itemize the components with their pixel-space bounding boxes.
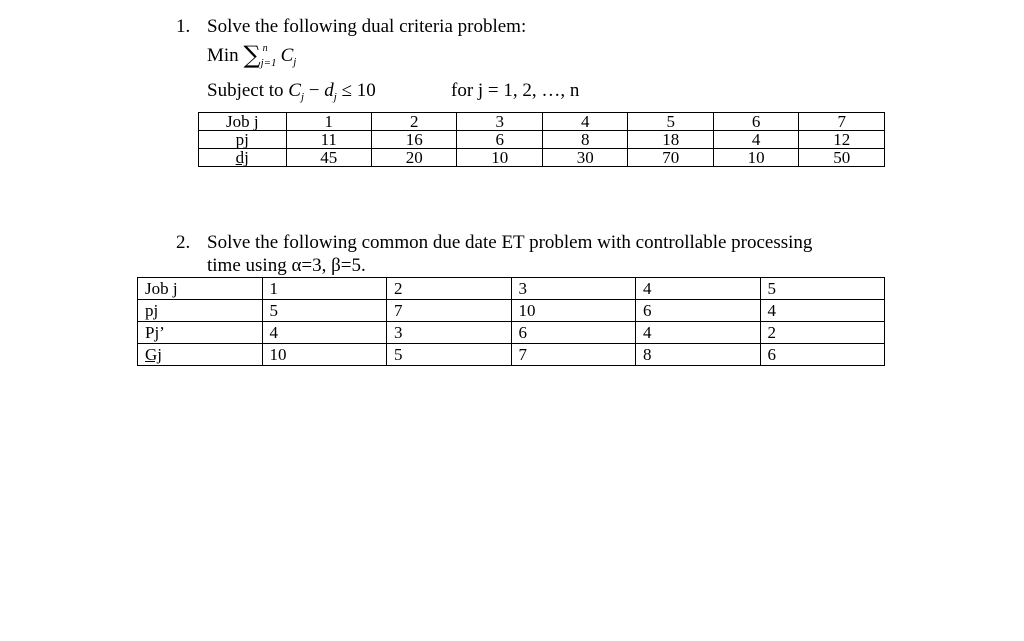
- problem1-statement: Solve the following dual criteria problem:: [207, 16, 527, 37]
- constraint-d-subscript: j: [333, 91, 337, 103]
- table-cell: 4: [636, 278, 761, 300]
- table-cell: 2: [760, 322, 885, 344]
- table-cell: 30: [542, 149, 627, 167]
- table-cell: 10: [511, 300, 636, 322]
- constraint-prefix: Subject to: [207, 80, 284, 101]
- problem1-objective: [207, 41, 297, 73]
- table-cell: 8: [542, 131, 627, 149]
- table-cell: 8: [636, 344, 761, 366]
- table-cell: 7: [387, 300, 512, 322]
- problem2-statement-line1: Solve the following common due date ET problem with controllable processing: [207, 232, 813, 253]
- table-cell: 45: [286, 149, 371, 167]
- table-cell: 4: [713, 131, 798, 149]
- sum-lower-limit: j=1: [260, 57, 277, 69]
- problem2-number: 2.: [176, 232, 191, 253]
- table-cell: 6: [511, 322, 636, 344]
- table-cell: 10: [713, 149, 798, 167]
- row-label: dj: [199, 149, 287, 167]
- table-cell: 3: [457, 113, 542, 131]
- table-cell: 1: [262, 278, 387, 300]
- table-row: [138, 322, 885, 344]
- table-cell: 4: [262, 322, 387, 344]
- table-cell: 5: [760, 278, 885, 300]
- problem2-statement-line2: time using α=3, β=5.: [207, 255, 366, 276]
- row-label: Job j: [199, 113, 287, 131]
- table-cell: 5: [628, 113, 713, 131]
- table-cell: 16: [372, 131, 457, 149]
- table-cell: 1: [286, 113, 371, 131]
- sum-symbol: ∑: [243, 41, 261, 69]
- problem1-number: 1.: [176, 16, 191, 37]
- row-label: pj: [199, 131, 287, 149]
- table-row: [199, 131, 885, 149]
- table-row: [138, 278, 885, 300]
- table-row: [138, 344, 885, 366]
- table-row: [199, 149, 885, 167]
- table-cell: 7: [511, 344, 636, 366]
- table-cell: 12: [799, 131, 885, 149]
- table-cell: 4: [636, 322, 761, 344]
- problem1-table: [198, 112, 885, 167]
- table-cell: 20: [372, 149, 457, 167]
- table-cell: 18: [628, 131, 713, 149]
- table-cell: 50: [799, 149, 885, 167]
- row-label: Gj: [138, 344, 263, 366]
- row-label: pj: [138, 300, 263, 322]
- problem1-constraint: [207, 80, 376, 108]
- table-cell: 6: [457, 131, 542, 149]
- table-cell: 4: [760, 300, 885, 322]
- row-label: Job j: [138, 278, 263, 300]
- objective-variable: C: [280, 45, 294, 66]
- table-cell: 3: [387, 322, 512, 344]
- table-cell: 6: [713, 113, 798, 131]
- table-cell: 2: [372, 113, 457, 131]
- table-row: [199, 113, 885, 131]
- table-row: [138, 300, 885, 322]
- table-cell: 10: [262, 344, 387, 366]
- constraint-c-subscript: j: [300, 91, 305, 103]
- table-cell: 11: [286, 131, 371, 149]
- table-cell: 4: [542, 113, 627, 131]
- table-cell: 6: [636, 300, 761, 322]
- table-cell: 5: [262, 300, 387, 322]
- objective-prefix: Min: [207, 45, 239, 66]
- constraint-c: C: [288, 80, 301, 101]
- constraint-rhs: ≤ 10: [341, 80, 376, 101]
- table-cell: 5: [387, 344, 512, 366]
- table-cell: 6: [760, 344, 885, 366]
- constraint-range: for j = 1, 2, …, n: [451, 80, 580, 101]
- table-cell: 7: [799, 113, 885, 131]
- constraint-d: d: [324, 80, 334, 101]
- constraint-minus: −: [308, 80, 320, 101]
- objective-variable-subscript: j: [293, 56, 297, 68]
- table-cell: 70: [628, 149, 713, 167]
- row-label: Pj’: [138, 322, 263, 344]
- table-cell: 2: [387, 278, 512, 300]
- problem2-table: [137, 277, 885, 366]
- sum-upper-limit: n: [262, 43, 268, 54]
- table-cell: 3: [511, 278, 636, 300]
- table-cell: 10: [457, 149, 542, 167]
